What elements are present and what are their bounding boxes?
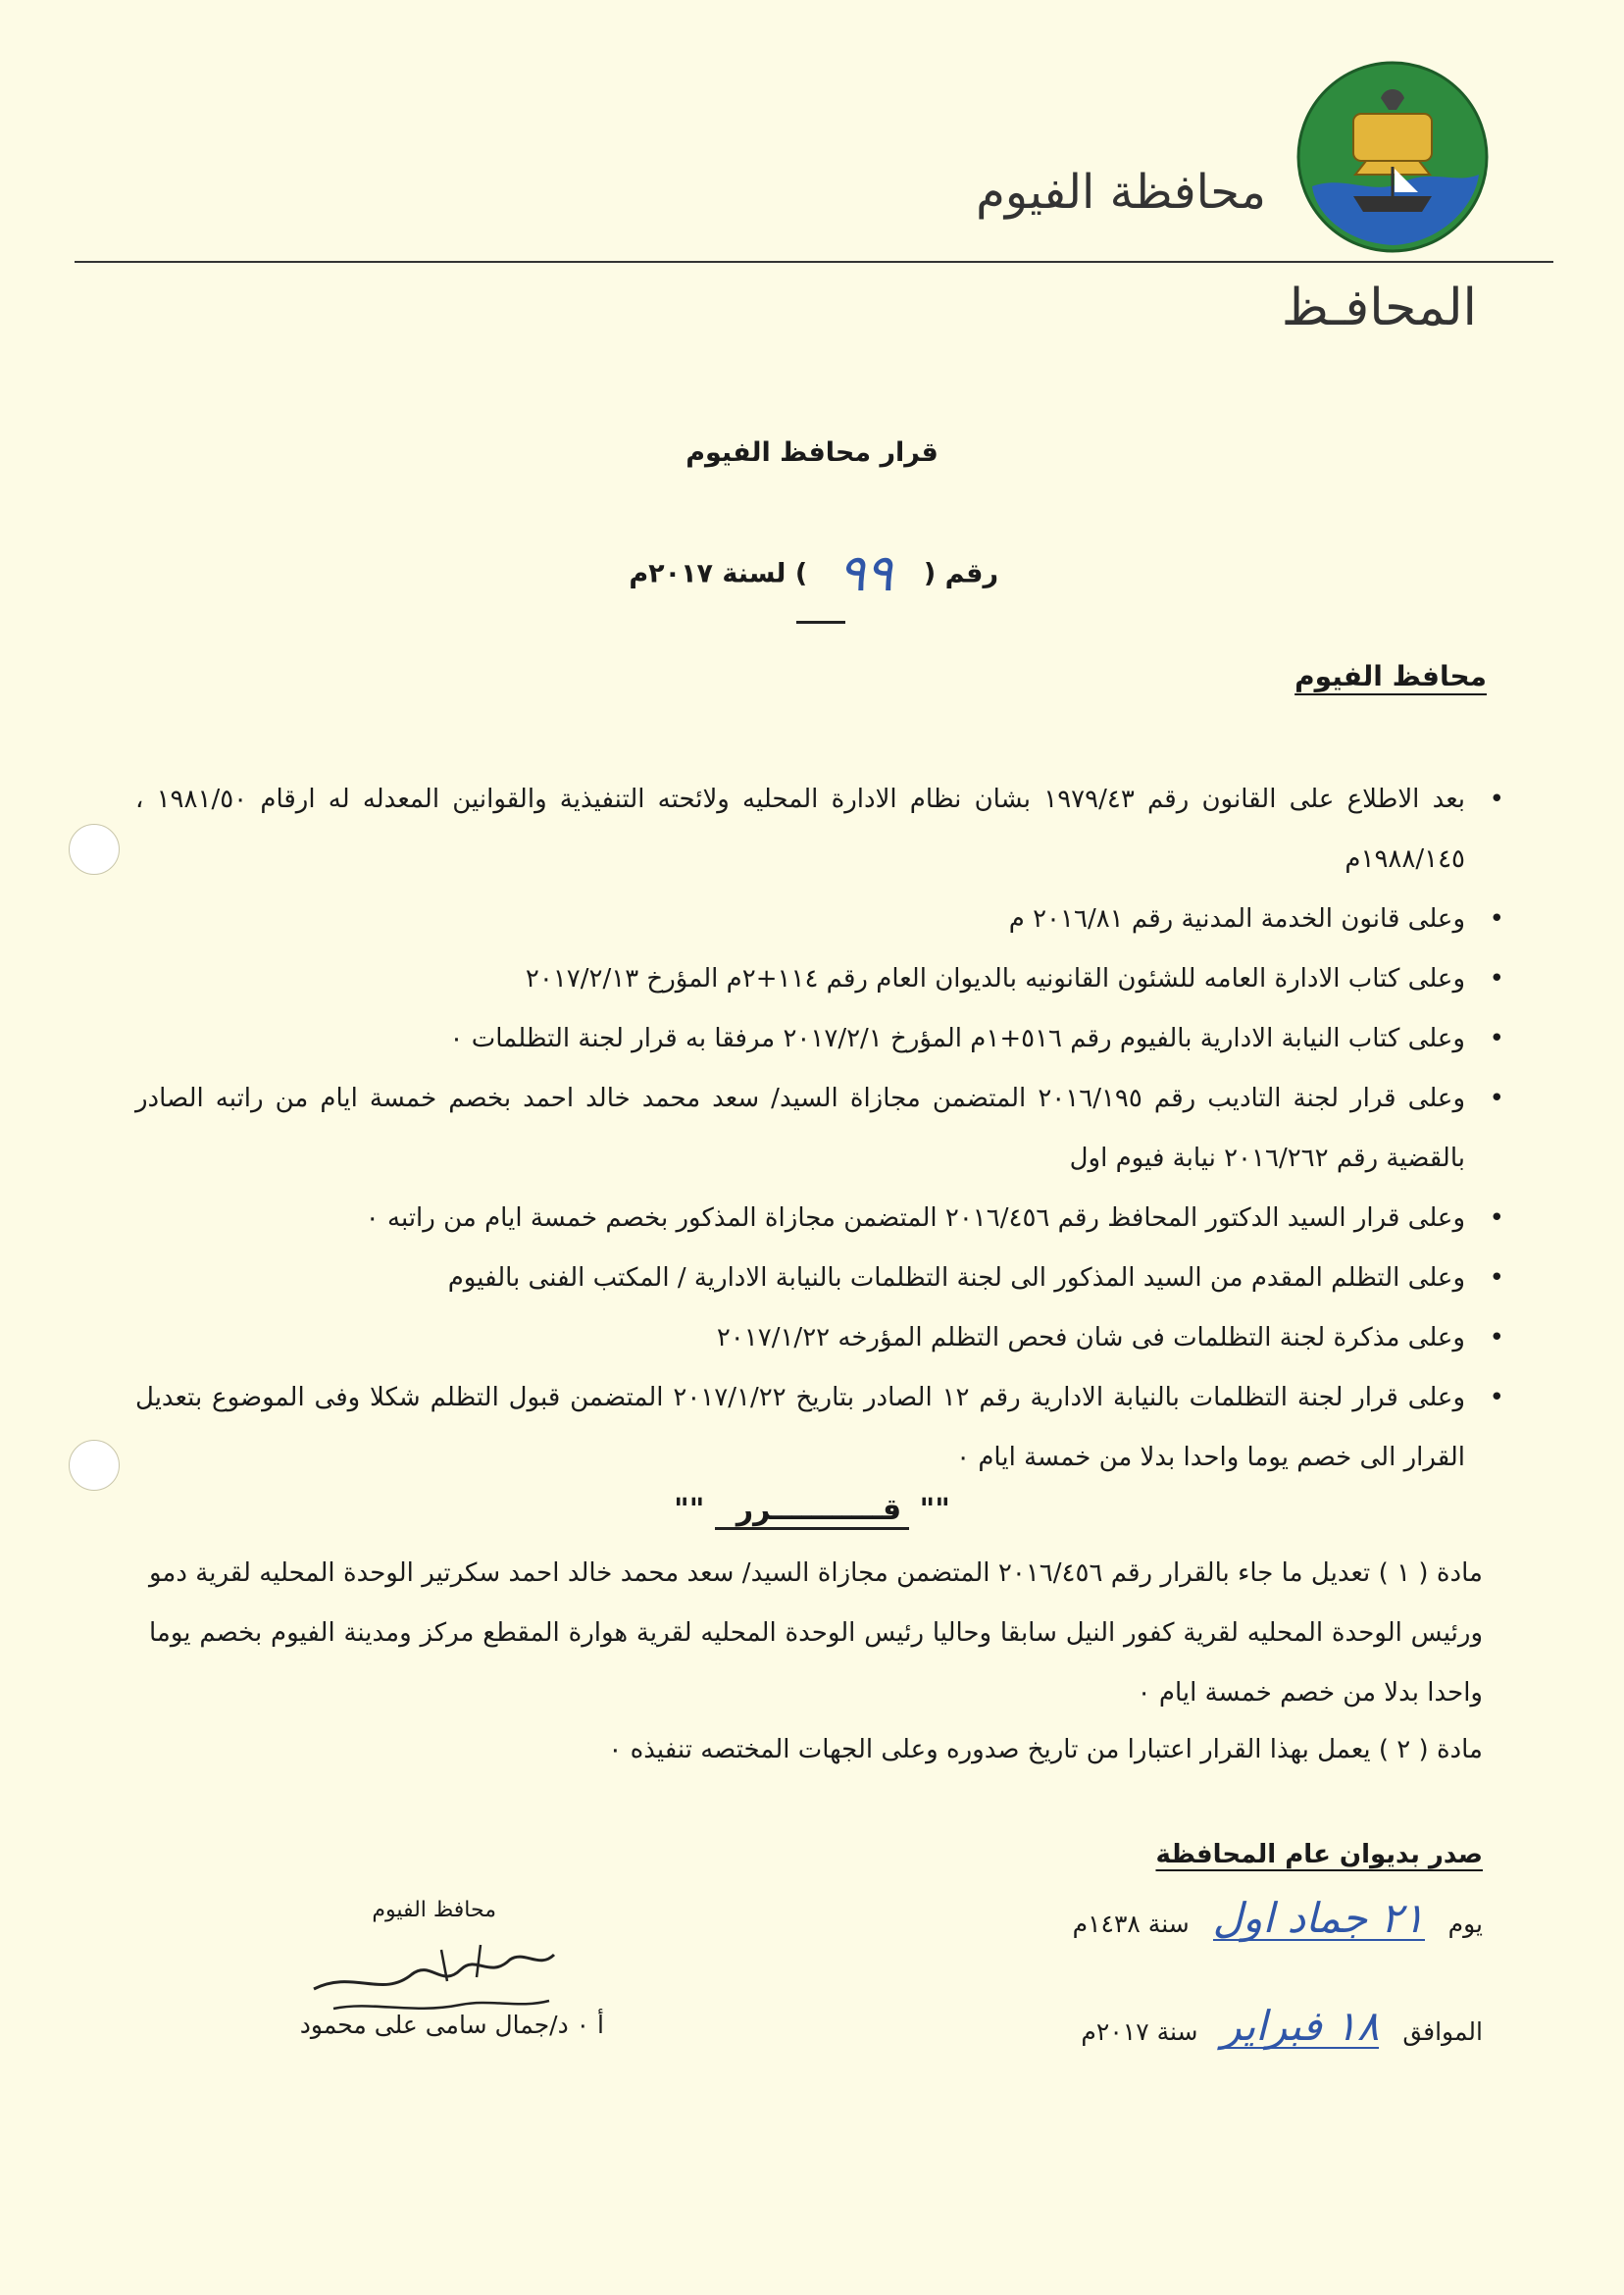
recital-item: • وعلى قرار لجنة التظلمات بالنيابة الادارية رقم ١٢ الصادر بتاريخ ٢٠١٧/١/٢٢ المتضمن قبول التظلم شكلا وفى الموضوع بتعديل القرار الى خصم يوما واحدا بدلا من خمسة ايام ٠ xyxy=(135,1368,1508,1488)
gregorian-year: سنة ٢٠١٧م xyxy=(1081,2017,1198,2046)
organization-name: محافظة الفيوم xyxy=(976,165,1266,220)
decree-number-handwritten: ٩٩ xyxy=(837,544,893,603)
header-divider xyxy=(75,261,1553,263)
governorate-emblem-icon xyxy=(1294,59,1491,255)
recital-item: • وعلى قانون الخدمة المدنية رقم ٢٠١٦/٨١ م xyxy=(135,890,1508,949)
recital-item: • بعد الاطلاع على القانون رقم ١٩٧٩/٤٣ بشان نظام الادارة المحليه ولائحته التنفيذية والقوانين المعدله له ارقام ١٩٨١/٥٠ ، ١٩٨٨/١٤٥م xyxy=(135,770,1508,890)
recital-item: • وعلى مذكرة لجنة التظلمات فى شان فحص التظلم المؤرخه ٢٠١٧/١/٢٢ xyxy=(135,1308,1508,1368)
recital-item: • وعلى قرار لجنة التاديب رقم ٢٠١٦/١٩٥ المتضمن مجازاة السيد/ سعد محمد خالد احمد بخصم خمسة ايام من راتبه الصادر بالقضية رقم ٢٠١٦/٢٦٢ نيابة فيوم اول xyxy=(135,1069,1508,1189)
decided-heading xyxy=(0,1493,1624,1527)
article-2: مادة ( ٢ ) يعمل بهذا القرار اعتبارا من تاريخ صدوره وعلى الجهات المختصه تنفيذه ٠ xyxy=(608,1735,1483,1764)
signatory-name: أ ٠ د/جمال سامى على محمود xyxy=(299,2011,604,2039)
gregorian-date-line xyxy=(1081,2002,1483,2050)
close-quote: "" xyxy=(674,1493,705,1527)
signatory-title: محافظ الفيوم xyxy=(372,1898,496,1922)
day-label: يوم xyxy=(1447,1910,1483,1938)
article-1: مادة ( ١ ) تعديل ما جاء بالقرار رقم ٢٠١٦/٤٥٦ المتضمن مجازاة السيد/ سعد محمد خالد احمد سكرتير الوحدة المحليه لقرية دمو ورئيس الوحدة المحليه لقرية كفور النيل سابقا وحاليا رئيس الوحدة المحليه لقرية هوارة المقطع مركز ومدينة الفيوم بخصم يوما واحدا بدلا من خصم خمسة ايام ٠ xyxy=(149,1558,1483,1708)
decree-number-line xyxy=(629,544,998,603)
recitals-list xyxy=(135,770,1508,1488)
decided-word: قـــــــــــرر xyxy=(715,1493,909,1530)
gregorian-label: الموافق xyxy=(1402,2017,1483,2046)
issued-at: صدر بديوان عام المحافظة xyxy=(1155,1840,1483,1869)
decree-title: قرار محافظ الفيوم xyxy=(685,437,939,468)
recital-item: • وعلى قرار السيد الدكتور المحافظ رقم ٢٠١٦/٤٥٦ المتضمن مجازاة المذكور بخصم خمسة ايام من راتبه ٠ xyxy=(135,1189,1508,1249)
punch-hole xyxy=(69,824,120,875)
recital-item: • وعلى كتاب الادارة العامه للشئون القانونيه بالديوان العام رقم ١١٤+٢م المؤرخ ٢٠١٧/٢/١٣ xyxy=(135,949,1508,1009)
hijri-year: سنة ١٤٣٨م xyxy=(1072,1910,1190,1938)
hijri-date-handwritten: ٢١ جماد اول xyxy=(1212,1894,1425,1942)
title-divider xyxy=(796,621,845,624)
recital-item: • وعلى كتاب النيابة الادارية بالفيوم رقم ٥١٦+١م المؤرخ ٢٠١٧/٢/١ مرفقا به قرار لجنة التظلمات ٠ xyxy=(135,1009,1508,1069)
number-label: رقم ( xyxy=(923,558,998,589)
office-title: المحافـظ xyxy=(1281,279,1477,337)
open-quote: "" xyxy=(919,1493,950,1527)
recital-item: • وعلى التظلم المقدم من السيد المذكور الى لجنة التظلمات بالنيابة الادارية / المكتب الفنى بالفيوم xyxy=(135,1249,1508,1308)
hijri-date-line xyxy=(1072,1894,1483,1942)
year-label: ) لسنة ٢٠١٧م xyxy=(629,558,808,589)
punch-hole xyxy=(69,1440,120,1491)
issuing-authority: محافظ الفيوم xyxy=(1294,660,1487,692)
gregorian-date-handwritten: ١٨ فبراير xyxy=(1221,2002,1380,2050)
